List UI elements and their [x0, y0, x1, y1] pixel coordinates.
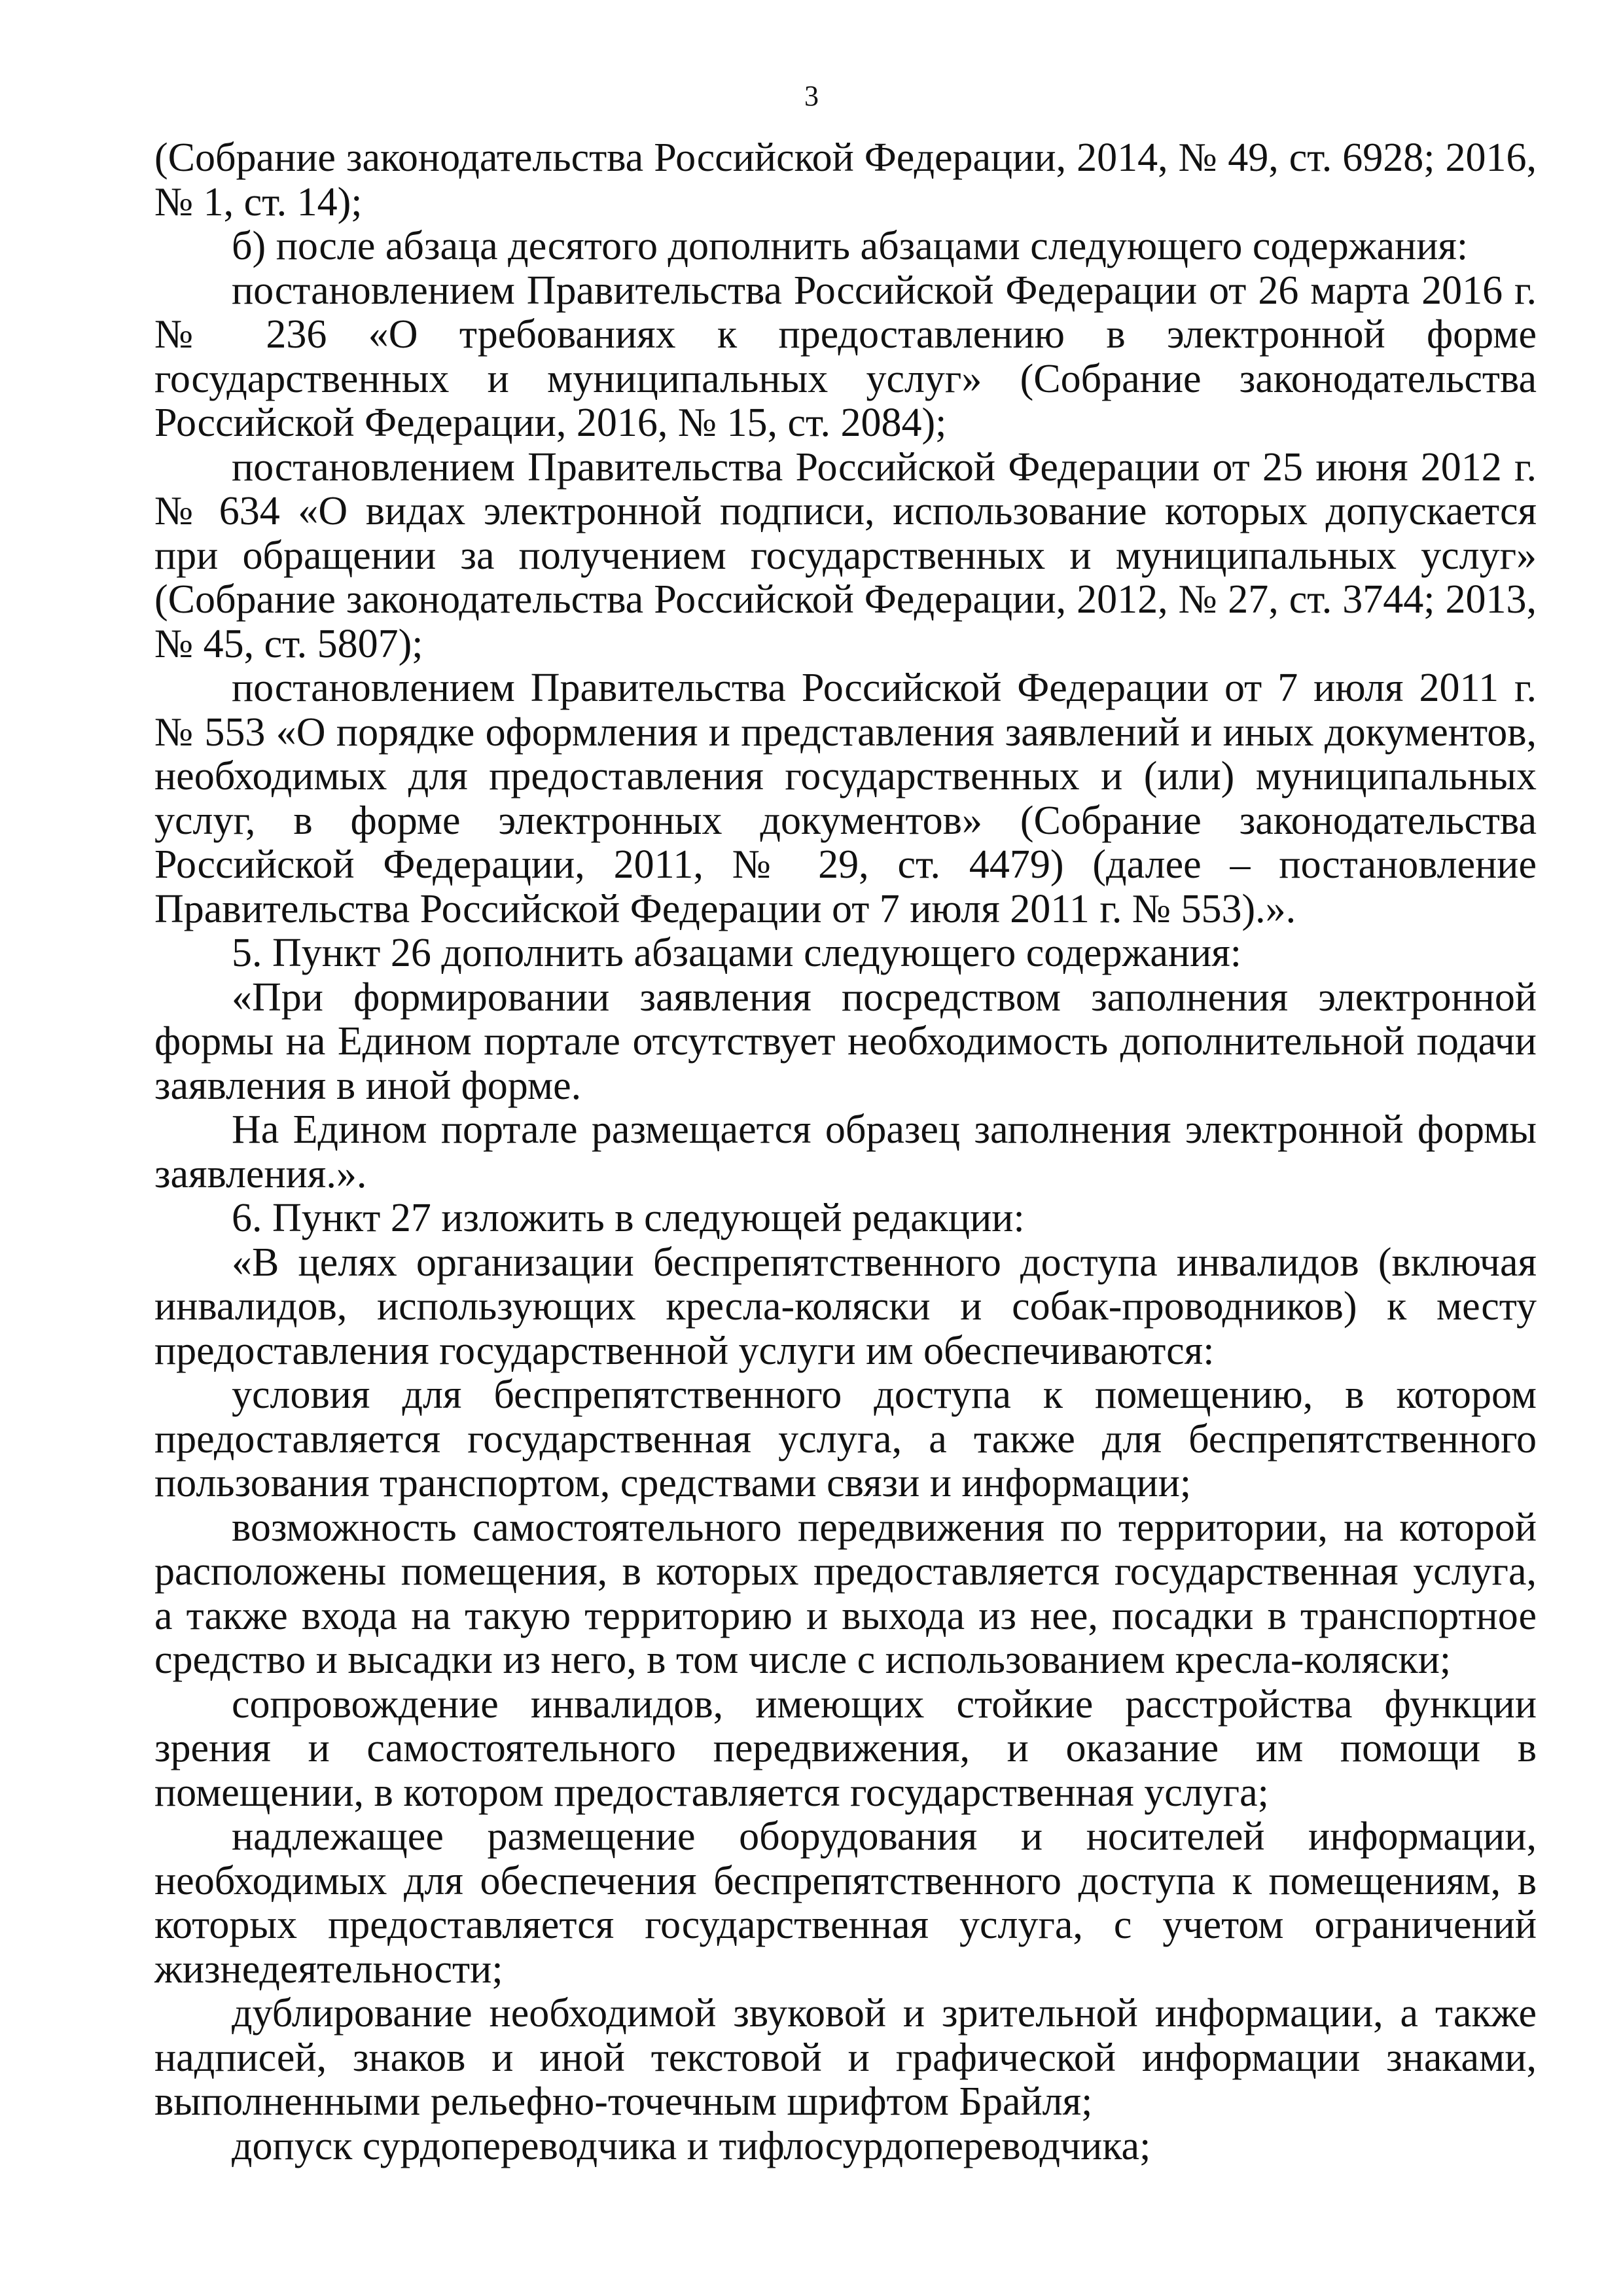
paragraph-decree-236: постановлением Правительства Российской Федерации от 26 марта 2016 г. № 236 «О требованиях к предоставлению в электронной форме государственных и муниципальных услуг» (Собрание законодательства Российской Федерации, 2016, № 15, ст. 2084);: [154, 268, 1537, 445]
paragraph-item-5-text-2: На Едином портале размещается образец заполнения электронной формы заявления.».: [154, 1107, 1537, 1196]
paragraph-item-5-text-1: «При формировании заявления посредством заполнения электронной формы на Едином портале отсутствует необходимость дополнительной подачи заявления в иной форме.: [154, 975, 1537, 1108]
paragraph-amendment-b: б) после абзаца десятого дополнить абзацами следующего содержания:: [232, 224, 1469, 268]
paragraph-decree-553: постановлением Правительства Российской Федерации от 7 июля 2011 г. № 553 «О порядке оформления и представления заявлений и иных документов, необходимых для предоставления государственных и (или) муниципальных услуг, в форме электронных документов» (Собрание законодательства Российской Федерации, 2011, № 29, ст. 4479) (далее – постановление Правительства Российской Федерации от 7 июля 2011 г. № 553).».: [154, 666, 1537, 931]
paragraph-item-6: 6. Пункт 27 изложить в следующей редакции:: [232, 1196, 1025, 1240]
page-number: 3: [804, 80, 819, 112]
paragraph-braille: дублирование необходимой звуковой и зрительной информации, а также надписей, знаков и иной текстовой и графической информации знаками, выполненными рельефно-точечным шрифтом Брайля;: [154, 1991, 1537, 2124]
document-body: [154, 136, 1537, 2168]
paragraph-interpreter: допуск сурдопереводчика и тифлосурдопереводчика;: [232, 2123, 1151, 2168]
paragraph-continuation: (Собрание законодательства Российской Федерации, 2014, № 49, ст. 6928; 2016, № 1, ст. 14);: [154, 135, 1537, 224]
paragraph-item-6-intro: «В целях организации беспрепятственного доступа инвалидов (включая инвалидов, использующих кресла-коляски и собак-проводников) к месту предоставления государственной услуги им обеспечиваются:: [154, 1240, 1537, 1373]
paragraph-access-conditions: условия для беспрепятственного доступа к помещению, в котором предоставляется государственная услуга, а также для беспрепятственного пользования транспортом, средствами связи и информации;: [154, 1372, 1537, 1505]
paragraph-decree-634: постановлением Правительства Российской Федерации от 25 июня 2012 г. № 634 «О видах электронной подписи, использование которых допускается при обращении за получением государственных и муниципальных услуг» (Собрание законодательства Российской Федерации, 2012, № 27, ст. 3744; 2013, № 45, ст. 5807);: [154, 444, 1537, 666]
paragraph-escort: сопровождение инвалидов, имеющих стойкие расстройства функции зрения и самостоятельного передвижения, и оказание им помощи в помещении, в котором предоставляется государственная услуга;: [154, 1681, 1537, 1815]
paragraph-movement: возможность самостоятельного передвижения по территории, на которой расположены помещения, в которых предоставляется государственная услуга, а также входа на такую территорию и выхода из нее, посадки в транспортное средство и высадки из него, в том числе с использованием кресла-коляски;: [154, 1505, 1537, 1682]
paragraph-item-5: 5. Пункт 26 дополнить абзацами следующего содержания:: [232, 931, 1242, 975]
paragraph-equipment: надлежащее размещение оборудования и носителей информации, необходимых для обеспечения беспрепятственного доступа к помещениям, в которых предоставляется государственная услуга, с учетом ограничений жизнедеятельности;: [154, 1814, 1537, 1992]
